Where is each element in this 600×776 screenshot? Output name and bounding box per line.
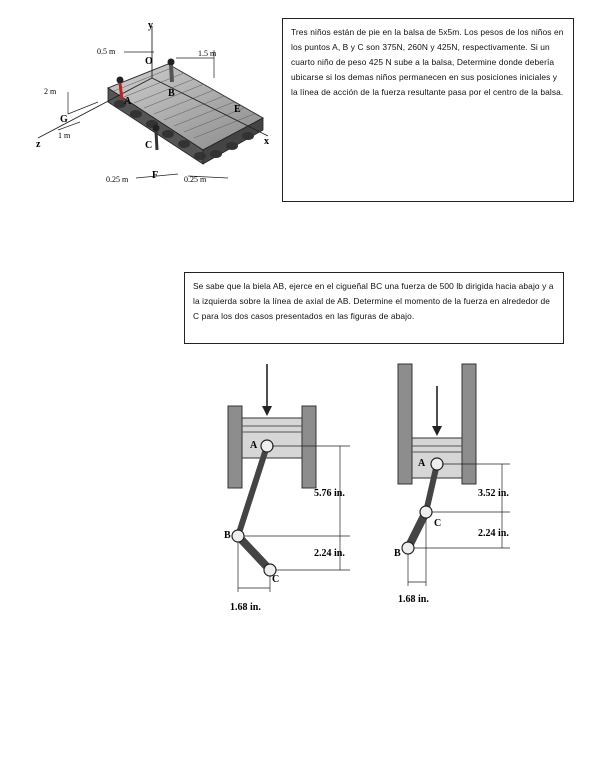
left-point-a: A	[250, 440, 258, 451]
dim-2p24-in-left: 2.24 in.	[314, 548, 345, 559]
axis-y-label: y	[148, 20, 153, 31]
point-f-label: F	[152, 170, 159, 181]
left-point-c: C	[272, 574, 280, 585]
axis-x-label: x	[264, 136, 269, 147]
right-point-a: A	[418, 458, 426, 469]
dim-1p68-in-left: 1.68 in.	[230, 602, 261, 613]
dim-1p5m: 1.5 m	[198, 49, 217, 58]
point-g-label: G	[60, 114, 68, 125]
dim-0p25m-left: 0.25 m	[106, 175, 129, 184]
right-point-c: C	[434, 518, 442, 529]
axis-z-label: z	[36, 139, 41, 150]
dim-2m: 2 m	[44, 87, 57, 96]
dim-1p68-in-right: 1.68 in.	[398, 594, 429, 605]
dim-1m: 1 m	[58, 131, 71, 140]
problem1-box	[282, 18, 574, 202]
point-b-label: B	[168, 88, 175, 99]
problem1-text: Tres niños están de pie en la balsa de 5x5m. Los pesos de los niños en los puntos A, B y C son 375N, 260N y 425N, respectivamente. Si un cuarto niño de peso 425 N sube a la balsa, Determine donde debería ubicarse si los demas niños permanecen en sus posiciones iniciales y la línea de acción de la fuerza resultante pasa por el centro de la balsa.	[291, 27, 564, 97]
problem2-box	[184, 272, 564, 344]
dim-0p25m-right: 0.25 m	[184, 175, 207, 184]
dim-5p76-in: 5.76 in.	[314, 488, 345, 499]
problem2-text: Se sabe que la biela AB, ejerce en el cigueñal BC una fuerza de 500 lb dirigida hacia abajo y a la izquierda sobre la línea de axial de AB. Determine el momento de la fuerza en alrededor de C para los dos casos presentados en las figuras de abajo.	[193, 281, 554, 321]
point-c-label: C	[145, 140, 153, 151]
crank-figure-left	[210, 360, 370, 618]
crank-figure-right	[390, 360, 530, 610]
origin-label: O	[145, 56, 153, 67]
left-point-b: B	[224, 530, 231, 541]
dim-0p5m: 0.5 m	[97, 47, 116, 56]
dim-2p24-in-right: 2.24 in.	[478, 528, 509, 539]
right-point-b: B	[394, 548, 401, 559]
point-e-label: E	[234, 104, 241, 115]
dim-3p52-in: 3.52 in.	[478, 488, 509, 499]
point-a-label: A	[124, 96, 132, 107]
raft-figure	[28, 18, 282, 190]
